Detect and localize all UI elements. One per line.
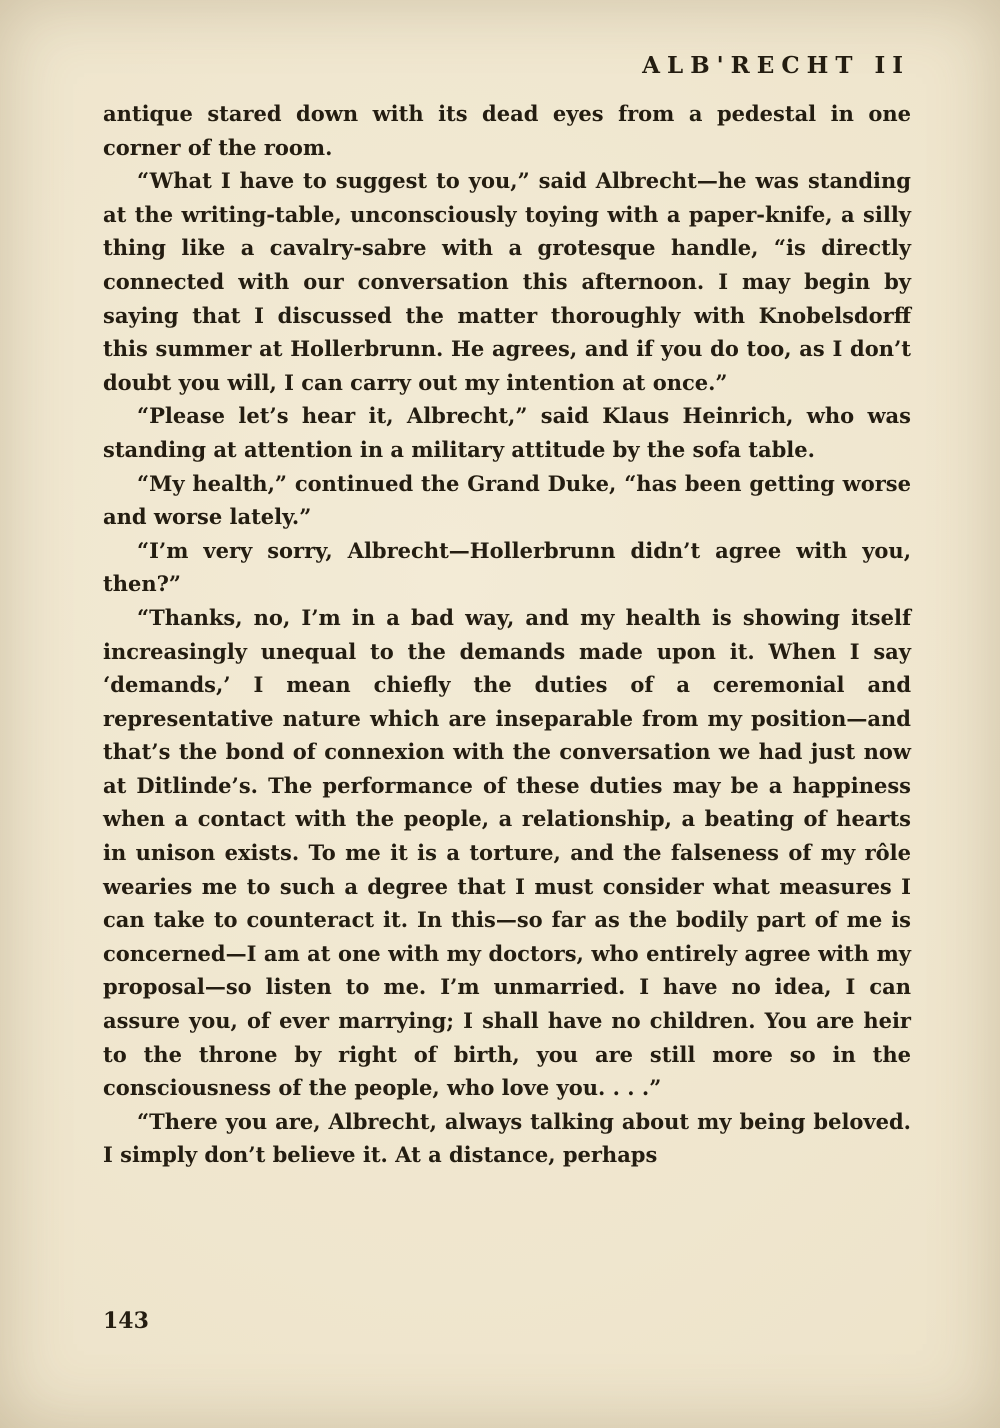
paragraph: “What I have to suggest to you,” said Albrecht—he was standing at the writing-table, unconsciously toying with a paper-knife, a silly thing like a cavalry-sabre with a grotesque handle, “is directly connected with our conversation this afternoon. I may begin by saying that I discussed the matter thoroughly with Knobelsdorff this summer at Hollerbrunn. He agrees, and if you do too, as I don’t doubt you will, I can carry out my intention at once.”	[103, 168, 911, 395]
page-number: 143	[103, 1308, 149, 1334]
paragraph: “Thanks, no, I’m in a bad way, and my health is showing itself increasingly unequal to the demands made upon it. When I say ‘demands,’ I mean chiefly the duties of a ceremonial and representative nature which are inseparable from my position—and that’s the bond of connexion with the conversation we had just now at Ditlinde’s. The performance of these duties may be a happiness when a contact with the people, a relationship, a beating of hearts in unison exists. To me it is a torture, and the falseness of my rôle wearies me to such a degree that I must consider what measures I can take to counteract it. In this—so far as the bodily part of me is concerned—I am at one with my doctors, who entirely agree with my proposal—so listen to me. I’m unmarried. I have no idea, I can assure you, of ever marrying; I shall have no children. You are heir to the throne by right of birth, you are still more so in the consciousness of the people, who love you. . . .”	[103, 604, 911, 1101]
paragraph: antique stared down with its dead eyes from a pedestal in one corner of the room.	[103, 101, 911, 160]
running-head: ALB'RECHT II	[642, 52, 910, 79]
paragraph: “My health,” continued the Grand Duke, “has been getting worse and worse lately.”	[103, 470, 911, 530]
paragraph: “Please let’s hear it, Albrecht,” said Klaus Heinrich, who was standing at attention in a military attitude by the sofa table.	[103, 403, 911, 462]
body-text	[103, 97, 911, 1172]
paragraph: “There you are, Albrecht, always talking about my being beloved. I simply don’t believe it. At a distance, perhaps	[103, 1108, 911, 1168]
paragraph: “I’m very sorry, Albrecht—Hollerbrunn didn’t agree with you, then?”	[103, 537, 911, 597]
